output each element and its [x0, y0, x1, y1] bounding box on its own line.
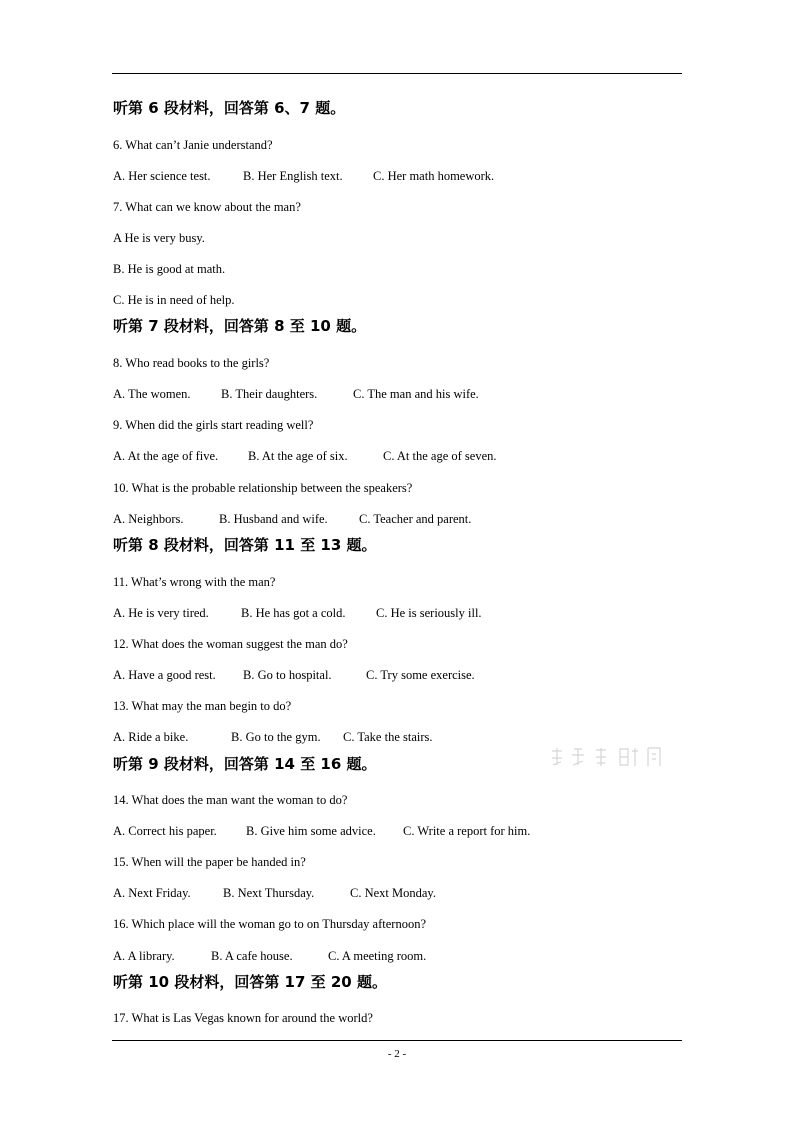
- answer-options: [113, 823, 673, 839]
- question-text: 6. What can’t Janie understand?: [113, 138, 273, 152]
- section-heading: 听第 9 段材料，回答第 14 至 16 题。: [113, 755, 377, 773]
- answer-option: A. Next Friday.: [113, 886, 191, 900]
- answer-option: A. Ride a bike.: [113, 730, 189, 744]
- question-text: 13. What may the man begin to do?: [113, 699, 292, 713]
- answer-option: C. Write a report for him.: [403, 824, 531, 838]
- answer-option: B. Husband and wife.: [219, 512, 328, 526]
- section-heading: 听第 7 段材料，回答第 8 至 10 题。: [113, 317, 367, 335]
- answer-option: A. A library.: [113, 949, 175, 963]
- question-text: 8. Who read books to the girls?: [113, 356, 270, 370]
- answer-option: C. A meeting room.: [328, 949, 427, 963]
- answer-options: [113, 729, 673, 745]
- question-text: C. He is in need of help.: [113, 293, 235, 307]
- question-text: 15. When will the paper be handed in?: [113, 855, 306, 869]
- answer-options: [113, 605, 673, 621]
- question-text: 12. What does the woman suggest the man do?: [113, 637, 348, 651]
- header-rule: [112, 73, 682, 74]
- answer-option: A. Correct his paper.: [113, 824, 217, 838]
- answer-option: B. Go to hospital.: [243, 668, 332, 682]
- watermark-stamp: [548, 745, 668, 769]
- question-text: 11. What’s wrong with the man?: [113, 575, 276, 589]
- answer-option: A. At the age of five.: [113, 449, 219, 463]
- answer-option: C. Teacher and parent.: [359, 512, 472, 526]
- answer-option: B. A cafe house.: [211, 949, 293, 963]
- answer-option: C. At the age of seven.: [383, 449, 497, 463]
- answer-option: A. Her science test.: [113, 169, 211, 183]
- section-heading: 听第 10 段材料，回答第 17 至 20 题。: [113, 973, 387, 991]
- answer-option: B. He has got a cold.: [241, 606, 346, 620]
- answer-options: [113, 948, 673, 964]
- answer-option: A. Have a good rest.: [113, 668, 216, 682]
- answer-options: [113, 667, 673, 683]
- answer-option: C. He is seriously ill.: [376, 606, 482, 620]
- answer-option: C. Next Monday.: [350, 886, 436, 900]
- answer-options: [113, 168, 673, 184]
- answer-option: B. At the age of six.: [248, 449, 348, 463]
- answer-option: B. Next Thursday.: [223, 886, 315, 900]
- answer-options: [113, 448, 673, 464]
- footer-rule: [112, 1040, 682, 1041]
- question-text: 10. What is the probable relationship between the speakers?: [113, 481, 413, 495]
- answer-option: B. Give him some advice.: [246, 824, 376, 838]
- section-heading: 听第 8 段材料，回答第 11 至 13 题。: [113, 536, 377, 554]
- question-text: B. He is good at math.: [113, 262, 226, 276]
- question-text: 16. Which place will the woman go to on Thursday afternoon?: [113, 917, 427, 931]
- answer-option: A. Neighbors.: [113, 512, 184, 526]
- answer-options: [113, 511, 673, 527]
- section-heading: 听第 6 段材料，回答第 6、7 题。: [113, 99, 346, 117]
- question-text: 7. What can we know about the man?: [113, 200, 301, 214]
- answer-option: A. The women.: [113, 387, 191, 401]
- answer-options: [113, 885, 673, 901]
- question-text: 14. What does the man want the woman to do?: [113, 793, 348, 807]
- question-text: 9. When did the girls start reading well?: [113, 418, 314, 432]
- answer-option: C. Try some exercise.: [366, 668, 475, 682]
- page-number: - 2 -: [387, 1048, 407, 1060]
- answer-option: C. Take the stairs.: [343, 730, 433, 744]
- answer-option: C. Her math homework.: [373, 169, 495, 183]
- answer-option: C. The man and his wife.: [353, 387, 479, 401]
- answer-option: B. Her English text.: [243, 169, 343, 183]
- question-text: A He is very busy.: [113, 231, 205, 245]
- answer-options: [113, 386, 673, 402]
- answer-option: B. Go to the gym.: [231, 730, 321, 744]
- question-text: 17. What is Las Vegas known for around the world?: [113, 1011, 373, 1025]
- answer-option: A. He is very tired.: [113, 606, 209, 620]
- answer-option: B. Their daughters.: [221, 387, 318, 401]
